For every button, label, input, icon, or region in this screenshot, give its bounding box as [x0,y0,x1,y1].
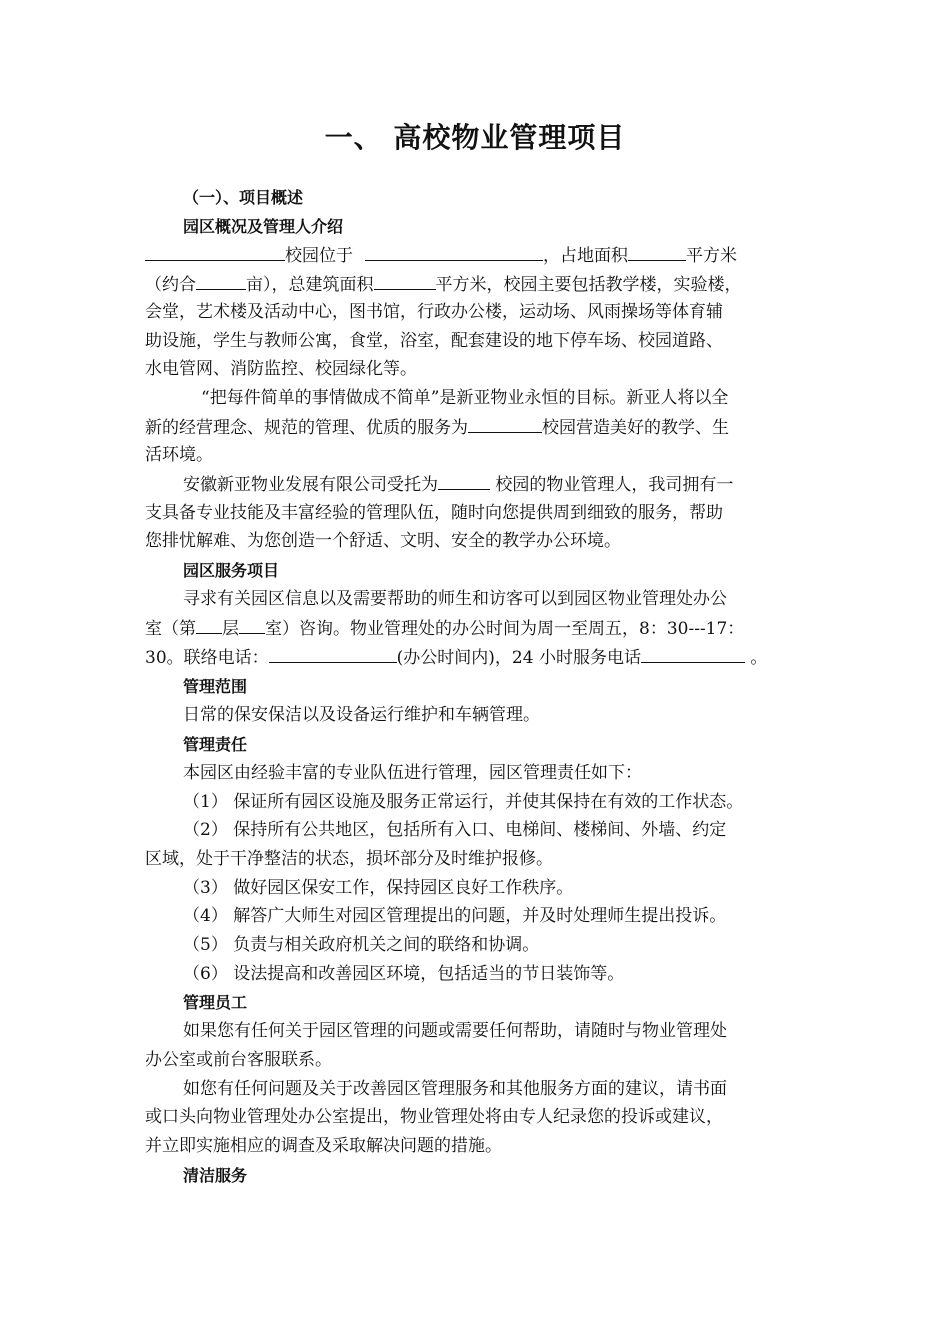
service-text: (办公时间内)，24 小时服务电话 [396,648,641,668]
service-line-2 [145,618,810,639]
intro-line-5: 水电管网、消防监控、校园绿化等。 [145,359,417,379]
company-text: 校园的物业管理人，我司拥有一 [490,475,734,495]
intro-heading: 园区概况及管理人介绍 [183,217,344,236]
company-line-3: 您排忧解难、为您创造一个舒适、文明、安全的教学办公环境。 [145,531,621,551]
motto-text: 校园营造美好的教学、生 [542,418,729,438]
intro-text: ，占地面积 [543,246,628,266]
service-text: 30。联络电话： [145,648,269,668]
school-blank [468,417,542,433]
room-blank [239,618,265,634]
duty-item-2: （2） 保持所有公共地区，包括所有入口、电梯间、楼梯间、外墙、约定 [183,820,727,840]
location-blank [365,245,543,261]
service-line-3 [145,647,810,668]
area-blank [628,245,686,261]
floor-blank [196,618,222,634]
staff-p2-line-1: 如您有任何问题及关于改善园区管理服务和其他服务方面的建议，请书面 [183,1079,727,1099]
motto-line-2 [145,417,810,438]
motto-text: 新的经营理念、规范的管理、优质的服务为 [145,418,468,438]
intro-line-1 [145,245,810,266]
service-text: 。 [744,648,768,668]
intro-text: 平方米，校园主要包括教学楼，实验楼， [435,275,742,295]
cleaning-heading: 清洁服务 [183,1166,248,1185]
duty-item-4: （4） 解答广大师生对园区管理提出的问题，并及时处理师生提出投诉。 [183,906,727,926]
service-heading: 园区服务项目 [183,561,280,580]
scope-text: 日常的保安保洁以及设备运行维护和车辆管理。 [183,705,540,725]
school-name-blank [145,245,285,261]
building-area-blank [374,274,436,290]
service-line-1: 寻求有关园区信息以及需要帮助的师生和访客可以到园区物业管理处办公 [183,589,727,609]
school-blank-2 [438,474,490,490]
staff-p2-line-2: 或口头向物业管理处办公室提出，物业管理处将由专人纪录您的投诉或建议， [145,1107,723,1127]
staff-heading: 管理员工 [183,993,248,1012]
intro-text: 平方米 [686,246,737,266]
motto-line-3: 活环境。 [145,445,213,465]
company-text: 安徽新亚物业发展有限公司受托为 [183,475,438,495]
staff-p2-line-3: 并立即实施相应的调查及采取解决问题的措施。 [145,1136,502,1156]
intro-text: （约合 [145,275,196,295]
intro-line-4: 助设施，学生与教师公寓，食堂，浴室，配套建设的地下停车场、校园道路、 [145,331,723,351]
hotline-blank [641,647,745,663]
staff-p1-line-2: 办公室或前台客服联系。 [145,1050,332,1070]
office-phone-blank [269,647,397,663]
mu-blank [196,274,246,290]
duty-item-2-cont: 区域，处于干净整洁的状态，损坏部分及时维护报修。 [145,849,553,869]
service-text: 室（第 [145,619,196,639]
motto-line-1: “把每件简单的事情做成不简单”是新亚物业永恒的目标。新亚人将以全 [201,388,729,408]
duty-intro: 本园区由经验丰富的专业队伍进行管理，园区管理责任如下： [183,763,642,783]
duty-heading: 管理责任 [183,735,248,754]
intro-text: 校园位于 [285,246,353,266]
duty-item-5: （5） 负责与相关政府机关之间的联络和协调。 [183,935,540,955]
intro-text: 亩），总建筑面积 [246,275,374,295]
intro-line-2 [145,274,810,295]
duty-item-3: （3） 做好园区保安工作，保持园区良好工作秩序。 [183,878,574,898]
service-text: 层 [222,619,239,639]
company-line-2: 支具备专业技能及丰富经验的管理队伍，随时向您提供周到细致的服务，帮助 [145,503,723,523]
scope-heading: 管理范围 [183,677,248,696]
page-title: 一、 高校物业管理项目 [324,121,626,154]
duty-item-6: （6） 设法提高和改善园区环境，包括适当的节日装饰等。 [183,964,625,984]
company-line-1 [145,474,848,495]
duty-item-1: （1） 保证所有园区设施及服务正常运行，并使其保持在有效的工作状态。 [183,792,744,812]
intro-line-3: 会堂，艺术楼及活动中心，图书馆，行政办公楼，运动场、风雨操场等体育辅 [145,302,723,322]
staff-p1-line-1: 如果您有任何关于园区管理的问题或需要任何帮助，请随时与物业管理处 [183,1021,727,1041]
section-heading: （一）、项目概述 [183,188,304,207]
service-text: 室）咨询。物业管理处的办公时间为周一至周五，8：30---17： [265,619,745,639]
